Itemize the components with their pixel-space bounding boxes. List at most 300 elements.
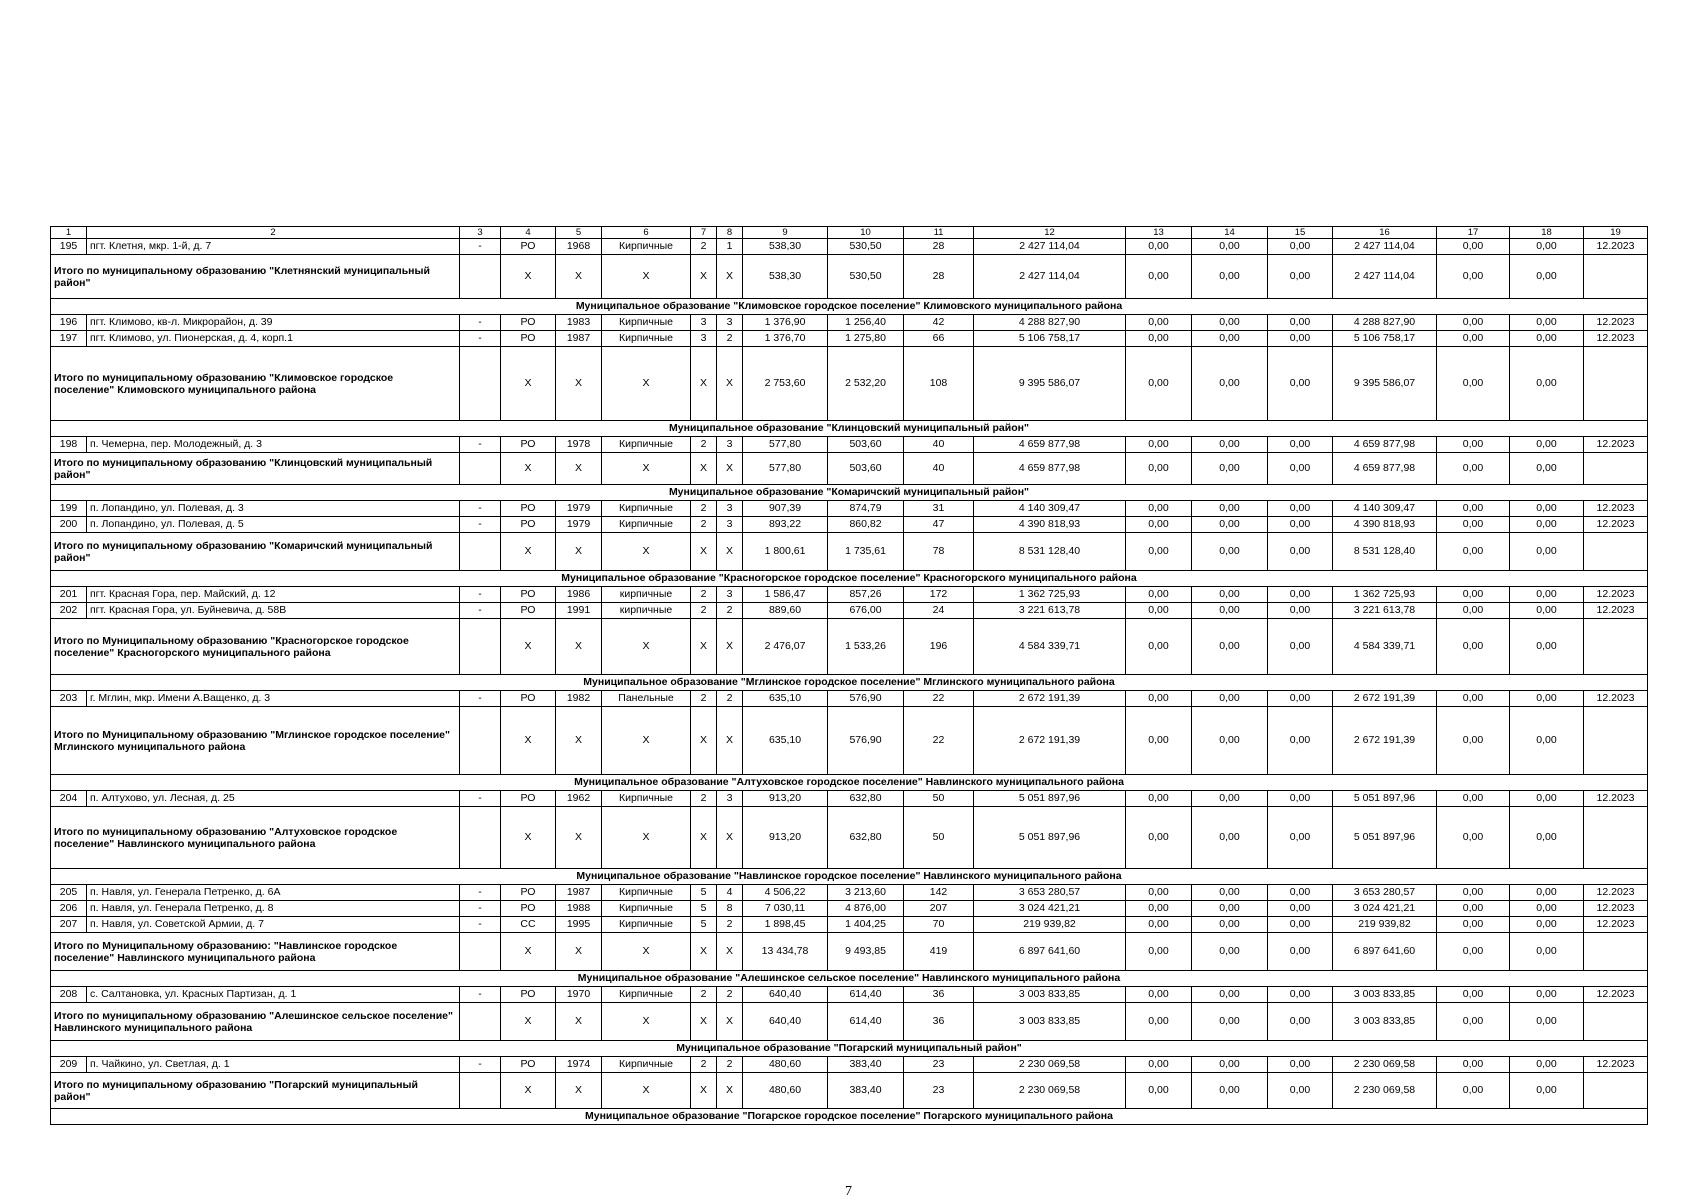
table-cell: с. Салтановка, ул. Красных Партизан, д. 1	[87, 987, 460, 1003]
table-cell: кирпичные	[602, 587, 691, 603]
table-cell: X	[602, 707, 691, 775]
total-label: Итого по муниципальному образованию "Клетнянский муниципальный район"	[51, 255, 460, 299]
table-cell: X	[556, 453, 602, 485]
table-cell	[460, 1073, 501, 1109]
table-cell: 0,00	[1510, 885, 1584, 901]
section-row	[51, 1041, 1648, 1057]
table-cell: 40	[904, 437, 974, 453]
table-cell: 1 800,61	[743, 533, 828, 571]
table-cell: X	[691, 1003, 717, 1041]
table-cell: X	[717, 1003, 743, 1041]
table-cell: 0,00	[1192, 533, 1268, 571]
table-cell: 31	[904, 501, 974, 517]
table-cell: 4 659 877,98	[1333, 453, 1437, 485]
column-number: 9	[743, 227, 828, 239]
table-cell: 0,00	[1192, 331, 1268, 347]
table-cell: 676,00	[828, 603, 904, 619]
total-row	[51, 533, 1648, 571]
table-cell: X	[691, 933, 717, 971]
table-cell: X	[602, 347, 691, 421]
table-cell: 209	[51, 1057, 87, 1073]
table-cell: X	[602, 533, 691, 571]
table-cell: РО	[501, 517, 556, 533]
table-cell: 0,00	[1192, 315, 1268, 331]
table-cell: 0,00	[1437, 987, 1510, 1003]
table-cell: 2	[691, 1057, 717, 1073]
total-label: Итого по муниципальному образованию "Алешинское сельское поселение" Навлинского муниципального района	[51, 1003, 460, 1041]
table-cell: 2 672 191,39	[974, 691, 1126, 707]
table-cell: 0,00	[1437, 901, 1510, 917]
table-cell: 0,00	[1126, 933, 1192, 971]
table-cell: 196	[51, 315, 87, 331]
table-cell: X	[717, 619, 743, 675]
table-cell: 0,00	[1510, 933, 1584, 971]
table-cell: 2	[691, 691, 717, 707]
table-cell: 50	[904, 807, 974, 869]
table-cell: 0,00	[1268, 315, 1333, 331]
table-cell: 0,00	[1126, 255, 1192, 299]
column-number: 11	[904, 227, 974, 239]
table-row	[51, 917, 1648, 933]
table-cell: 50	[904, 791, 974, 807]
table-cell: 142	[904, 885, 974, 901]
table-cell: 205	[51, 885, 87, 901]
section-row	[51, 485, 1648, 501]
table-cell: 4 288 827,90	[1333, 315, 1437, 331]
table-cell: пгт. Климово, кв-л. Микрорайон, д. 39	[87, 315, 460, 331]
table-cell: -	[460, 917, 501, 933]
table-cell	[1584, 807, 1648, 869]
column-number: 8	[717, 227, 743, 239]
table-row	[51, 315, 1648, 331]
table-cell: Кирпичные	[602, 517, 691, 533]
table-cell: СС	[501, 917, 556, 933]
table-cell: -	[460, 239, 501, 255]
table-cell: 0,00	[1268, 517, 1333, 533]
table-cell: 0,00	[1510, 255, 1584, 299]
table-cell: 577,80	[743, 453, 828, 485]
table-cell: 219 939,82	[1333, 917, 1437, 933]
table-cell: 1	[717, 239, 743, 255]
column-number: 17	[1437, 227, 1510, 239]
table-cell: РО	[501, 791, 556, 807]
total-label: Итого по Муниципальному образованию "Мглинское городское поселение" Мглинского муниципального района	[51, 707, 460, 775]
table-cell: 3	[691, 331, 717, 347]
table-cell: 196	[904, 619, 974, 675]
table-cell: 2	[691, 603, 717, 619]
table-cell: 0,00	[1192, 239, 1268, 255]
table-cell: п. Навля, ул. Генерала Петренко, д. 6А	[87, 885, 460, 901]
table-cell: 12.2023	[1584, 901, 1648, 917]
table-cell: 0,00	[1192, 347, 1268, 421]
table-row	[51, 603, 1648, 619]
column-number: 2	[87, 227, 460, 239]
table-cell: п. Лопандино, ул. Полевая, д. 3	[87, 501, 460, 517]
table-cell: 2 230 069,58	[1333, 1073, 1437, 1109]
table-cell: 42	[904, 315, 974, 331]
table-cell: 0,00	[1437, 255, 1510, 299]
column-number: 13	[1126, 227, 1192, 239]
table-cell: 1 586,47	[743, 587, 828, 603]
table-cell	[460, 533, 501, 571]
table-cell	[1584, 453, 1648, 485]
table-cell: 0,00	[1192, 453, 1268, 485]
table-cell: 383,40	[828, 1057, 904, 1073]
table-cell: 0,00	[1192, 587, 1268, 603]
table-cell: 0,00	[1192, 603, 1268, 619]
table-cell: 4	[717, 885, 743, 901]
table-cell: X	[556, 933, 602, 971]
table-cell: 640,40	[743, 1003, 828, 1041]
table-cell: 1 376,70	[743, 331, 828, 347]
table-cell: 913,20	[743, 791, 828, 807]
table-cell: РО	[501, 1057, 556, 1073]
table-cell: 0,00	[1126, 437, 1192, 453]
table-cell: 0,00	[1437, 587, 1510, 603]
total-label: Итого по Муниципальному образованию "Красногорское городское поселение" Красногорского муниципального района	[51, 619, 460, 675]
table-cell: 198	[51, 437, 87, 453]
table-cell: X	[501, 933, 556, 971]
table-cell: 0,00	[1268, 901, 1333, 917]
total-row	[51, 619, 1648, 675]
table-cell	[460, 807, 501, 869]
table-cell	[1584, 619, 1648, 675]
table-cell: 0,00	[1126, 807, 1192, 869]
table-cell: 0,00	[1126, 691, 1192, 707]
table-row	[51, 331, 1648, 347]
table-cell	[1584, 533, 1648, 571]
table-cell: РО	[501, 501, 556, 517]
table-cell: Кирпичные	[602, 791, 691, 807]
table-cell: X	[717, 453, 743, 485]
total-label: Итого по муниципальному образованию "Климовское городское поселение" Климовского муниципального района	[51, 347, 460, 421]
table-cell: X	[691, 453, 717, 485]
total-label: Итого по муниципальному образованию "Алтуховское городское поселение" Навлинского муниципального района	[51, 807, 460, 869]
table-cell: 22	[904, 707, 974, 775]
table-cell: -	[460, 517, 501, 533]
table-cell: 2	[717, 603, 743, 619]
table-cell: 0,00	[1192, 885, 1268, 901]
table-cell: 1974	[556, 1057, 602, 1073]
table-cell: X	[717, 533, 743, 571]
table-cell: X	[501, 347, 556, 421]
table-body	[51, 227, 1648, 1125]
table-cell: 1991	[556, 603, 602, 619]
table-cell: 0,00	[1510, 501, 1584, 517]
table-cell	[460, 707, 501, 775]
table-cell: 4 140 309,47	[1333, 501, 1437, 517]
page-number: 7	[845, 1184, 852, 1199]
table-cell: 0,00	[1192, 255, 1268, 299]
table-cell: 2 230 069,58	[1333, 1057, 1437, 1073]
section-title: Муниципальное образование "Погарское городское поселение" Погарского муниципального района	[51, 1109, 1648, 1125]
table-cell: 2 672 191,39	[1333, 691, 1437, 707]
table-cell: 2 672 191,39	[974, 707, 1126, 775]
table-cell: 0,00	[1126, 315, 1192, 331]
table-cell: 0,00	[1126, 885, 1192, 901]
table-cell: 614,40	[828, 987, 904, 1003]
table-cell: 2	[691, 437, 717, 453]
table-cell: Кирпичные	[602, 885, 691, 901]
table-cell: 480,60	[743, 1057, 828, 1073]
table-cell: 0,00	[1437, 239, 1510, 255]
table-cell: 12.2023	[1584, 987, 1648, 1003]
table-cell: Кирпичные	[602, 331, 691, 347]
table-cell: 0,00	[1268, 453, 1333, 485]
table-row	[51, 987, 1648, 1003]
section-title: Муниципальное образование "Алтуховское городское поселение" Навлинского муниципального района	[51, 775, 1648, 791]
table-cell: 3 221 613,78	[974, 603, 1126, 619]
table-cell: 219 939,82	[974, 917, 1126, 933]
table-cell: 2	[691, 517, 717, 533]
table-cell	[460, 347, 501, 421]
table-cell	[460, 619, 501, 675]
table-cell: 0,00	[1437, 517, 1510, 533]
table-cell: X	[717, 707, 743, 775]
table-cell: 8	[717, 901, 743, 917]
table-cell: РО	[501, 691, 556, 707]
table-cell: Кирпичные	[602, 315, 691, 331]
table-cell: X	[602, 1073, 691, 1109]
table-cell: 503,60	[828, 437, 904, 453]
column-number: 19	[1584, 227, 1648, 239]
table-cell	[1584, 255, 1648, 299]
table-row	[51, 885, 1648, 901]
table-cell: 4 659 877,98	[1333, 437, 1437, 453]
table-cell: 1 362 725,93	[1333, 587, 1437, 603]
table-cell: 8 531 128,40	[1333, 533, 1437, 571]
table-cell: 12.2023	[1584, 315, 1648, 331]
table-cell: 36	[904, 987, 974, 1003]
table-cell: 9 493,85	[828, 933, 904, 971]
table-cell: X	[691, 533, 717, 571]
table-cell: 1 735,61	[828, 533, 904, 571]
table-cell: 66	[904, 331, 974, 347]
table-cell: пгт. Клетня, мкр. 1-й, д. 7	[87, 239, 460, 255]
table-cell: X	[602, 1003, 691, 1041]
table-cell: X	[602, 619, 691, 675]
table-cell: 3 221 613,78	[1333, 603, 1437, 619]
table-cell: 4 140 309,47	[974, 501, 1126, 517]
table-cell: 0,00	[1126, 917, 1192, 933]
table-cell: 1 404,25	[828, 917, 904, 933]
table-cell: 4 659 877,98	[974, 437, 1126, 453]
table-cell: 577,80	[743, 437, 828, 453]
table-cell: 5	[691, 901, 717, 917]
table-cell: 0,00	[1126, 587, 1192, 603]
table-cell: 2 427 114,04	[1333, 239, 1437, 255]
table-cell: -	[460, 1057, 501, 1073]
table-cell: 9 395 586,07	[1333, 347, 1437, 421]
total-label: Итого по муниципальному образованию "Клинцовский муниципальный район"	[51, 453, 460, 485]
table-cell	[460, 255, 501, 299]
table-cell: 0,00	[1192, 691, 1268, 707]
table-cell: 0,00	[1192, 791, 1268, 807]
table-cell: -	[460, 987, 501, 1003]
table-cell: 0,00	[1268, 707, 1333, 775]
column-number: 12	[974, 227, 1126, 239]
table-cell: 0,00	[1510, 437, 1584, 453]
table-cell: 1970	[556, 987, 602, 1003]
table-cell: 0,00	[1126, 707, 1192, 775]
table-cell: 8 531 128,40	[974, 533, 1126, 571]
table-cell: 47	[904, 517, 974, 533]
table-cell: 0,00	[1268, 437, 1333, 453]
table-cell: 2 230 069,58	[974, 1057, 1126, 1073]
table-cell: 0,00	[1192, 501, 1268, 517]
table-cell: 503,60	[828, 453, 904, 485]
table-cell: п. Лопандино, ул. Полевая, д. 5	[87, 517, 460, 533]
table-cell: 857,26	[828, 587, 904, 603]
table-cell: 12.2023	[1584, 501, 1648, 517]
table-cell: 0,00	[1268, 603, 1333, 619]
table-cell: X	[602, 807, 691, 869]
table-cell	[1584, 347, 1648, 421]
table-cell: 5	[691, 917, 717, 933]
table-cell: 0,00	[1510, 1003, 1584, 1041]
column-number: 6	[602, 227, 691, 239]
total-row	[51, 347, 1648, 421]
table-cell: РО	[501, 315, 556, 331]
table-cell: 2	[717, 1057, 743, 1073]
table-cell: 0,00	[1437, 437, 1510, 453]
table-cell: 195	[51, 239, 87, 255]
table-cell: 1 898,45	[743, 917, 828, 933]
table-cell: -	[460, 587, 501, 603]
table-cell: 1 275,80	[828, 331, 904, 347]
table-cell: 2	[717, 987, 743, 1003]
table-cell: пгт. Климово, ул. Пионерская, д. 4, корп.1	[87, 331, 460, 347]
table-cell: 3 653 280,57	[1333, 885, 1437, 901]
table-cell: 3 653 280,57	[974, 885, 1126, 901]
table-cell: 3	[717, 315, 743, 331]
table-cell: 1979	[556, 501, 602, 517]
table-cell: 1982	[556, 691, 602, 707]
table-cell: 0,00	[1510, 901, 1584, 917]
table-cell: 202	[51, 603, 87, 619]
section-row	[51, 775, 1648, 791]
total-row	[51, 707, 1648, 775]
table-cell: 480,60	[743, 1073, 828, 1109]
table-cell: 0,00	[1126, 501, 1192, 517]
table-cell: 4 506,22	[743, 885, 828, 901]
table-cell: 0,00	[1510, 603, 1584, 619]
table-cell: 3	[717, 791, 743, 807]
table-cell	[460, 933, 501, 971]
table-cell: 12.2023	[1584, 239, 1648, 255]
table-cell: 0,00	[1437, 691, 1510, 707]
table-cell: 5 051 897,96	[974, 791, 1126, 807]
table-cell: 3 024 421,21	[974, 901, 1126, 917]
table-cell: 0,00	[1192, 707, 1268, 775]
table-cell: кирпичные	[602, 603, 691, 619]
table-cell: X	[717, 807, 743, 869]
table-cell: 1978	[556, 437, 602, 453]
table-cell: Панельные	[602, 691, 691, 707]
table-cell: п. Алтухово, ул. Лесная, д. 25	[87, 791, 460, 807]
total-row	[51, 933, 1648, 971]
table-cell: 0,00	[1510, 347, 1584, 421]
table-cell: X	[556, 255, 602, 299]
table-cell: 2 230 069,58	[974, 1073, 1126, 1109]
total-label: Итого по Муниципальному образованию: "Навлинское городское поселение" Навлинского муниципального района	[51, 933, 460, 971]
table-cell: 4 659 877,98	[974, 453, 1126, 485]
table-cell: 1 533,26	[828, 619, 904, 675]
table-cell: 0,00	[1268, 1003, 1333, 1041]
table-cell: X	[501, 807, 556, 869]
table-cell: 0,00	[1437, 807, 1510, 869]
table-cell: 893,22	[743, 517, 828, 533]
table-cell: пгт. Красная Гора, ул. Буйневича, д. 58В	[87, 603, 460, 619]
table-cell: 530,50	[828, 239, 904, 255]
table-cell: 5 051 897,96	[1333, 807, 1437, 869]
table-cell: 0,00	[1510, 587, 1584, 603]
table-cell: 0,00	[1510, 331, 1584, 347]
table-cell: 6 897 641,60	[1333, 933, 1437, 971]
table-cell: -	[460, 331, 501, 347]
table-cell: Кирпичные	[602, 987, 691, 1003]
table-cell: 0,00	[1126, 603, 1192, 619]
table-cell: 0,00	[1437, 933, 1510, 971]
table-cell: 4 584 339,71	[974, 619, 1126, 675]
table-cell: п. Навля, ул. Советской Армии, д. 7	[87, 917, 460, 933]
table-cell: X	[602, 453, 691, 485]
table-cell: 907,39	[743, 501, 828, 517]
table-cell: 640,40	[743, 987, 828, 1003]
table-cell: 0,00	[1268, 807, 1333, 869]
table-cell: 0,00	[1268, 987, 1333, 1003]
table-cell: 874,79	[828, 501, 904, 517]
table-cell: 2 753,60	[743, 347, 828, 421]
column-number: 3	[460, 227, 501, 239]
table-cell: 2	[691, 987, 717, 1003]
table-cell: 0,00	[1268, 885, 1333, 901]
table-cell: 12.2023	[1584, 917, 1648, 933]
table-cell: 0,00	[1437, 791, 1510, 807]
table-row	[51, 691, 1648, 707]
total-row	[51, 807, 1648, 869]
table-cell: 12.2023	[1584, 587, 1648, 603]
table-row	[51, 1057, 1648, 1073]
column-number: 10	[828, 227, 904, 239]
table-cell: 5 106 758,17	[1333, 331, 1437, 347]
table-cell: 0,00	[1510, 917, 1584, 933]
section-title: Муниципальное образование "Красногорское городское поселение" Красногорского муниципального района	[51, 571, 1648, 587]
table-cell: X	[556, 619, 602, 675]
table-cell: 538,30	[743, 255, 828, 299]
table-cell: 1 256,40	[828, 315, 904, 331]
table-cell: -	[460, 885, 501, 901]
table-cell: 2	[717, 331, 743, 347]
table-cell: 3 003 833,85	[974, 987, 1126, 1003]
table-cell: 200	[51, 517, 87, 533]
table-cell: 12.2023	[1584, 791, 1648, 807]
table-row	[51, 239, 1648, 255]
table-row	[51, 901, 1648, 917]
table-cell: 0,00	[1268, 331, 1333, 347]
table-cell: 2	[691, 791, 717, 807]
table-cell: 0,00	[1510, 791, 1584, 807]
table-cell: X	[717, 347, 743, 421]
table-cell: X	[501, 453, 556, 485]
table-cell: РО	[501, 987, 556, 1003]
section-row	[51, 421, 1648, 437]
table-cell: 0,00	[1192, 1057, 1268, 1073]
table-cell: X	[691, 255, 717, 299]
housing-register-table	[50, 226, 1648, 1125]
table-cell: 0,00	[1126, 347, 1192, 421]
column-number: 14	[1192, 227, 1268, 239]
